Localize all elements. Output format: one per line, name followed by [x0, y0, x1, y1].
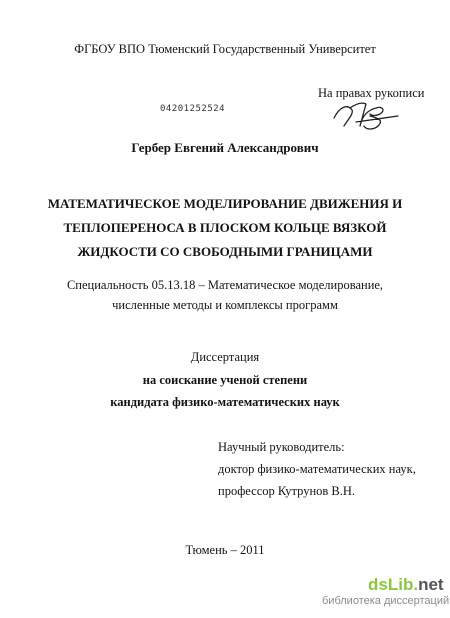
title-line: МАТЕМАТИЧЕСКОЕ МОДЕЛИРОВАНИЕ ДВИЖЕНИЯ И — [47, 196, 403, 211]
dissertation-label: Диссертация — [190, 350, 260, 364]
title-line: ТЕПЛОПЕРЕНОСА В ПЛОСКОМ КОЛЬЦЕ ВЯЗКОЙ — [63, 220, 387, 235]
author-name: Гербер Евгений Александрович — [131, 140, 319, 155]
watermark-subtitle: библиотека диссертаций — [322, 595, 450, 607]
document-code: 04201252524 — [160, 104, 226, 114]
dissertation-title — [0, 192, 450, 264]
supervisor-degree: доктор физико-математических наук, — [218, 462, 416, 476]
supervisor-label: Научный руководитель: — [218, 440, 345, 454]
logo-dot: . — [413, 575, 419, 594]
organization-name: ФГБОУ ВПО Тюменский Государственный Университет — [74, 42, 376, 56]
city-year: Тюмень – 2011 — [185, 543, 265, 557]
handwritten-signature — [326, 96, 406, 136]
dslib-logo[interactable] — [368, 575, 444, 595]
manuscript-rights-label: На правах рукописи — [318, 86, 425, 100]
specialty-line-2: численные методы и комплексы программ — [112, 298, 338, 312]
specialty-line-1: Специальность 05.13.18 – Математическое моделирование, — [66, 278, 384, 292]
logo-main: dsLib — [368, 575, 414, 594]
degree-purpose: на соискание ученой степени — [142, 373, 308, 387]
title-line: ЖИДКОСТИ СО СВОБОДНЫМИ ГРАНИЦАМИ — [77, 244, 373, 259]
supervisor-name: профессор Кутрунов В.Н. — [218, 484, 356, 498]
logo-tld: net — [418, 575, 444, 594]
degree-name: кандидата физико-математических наук — [110, 395, 340, 409]
